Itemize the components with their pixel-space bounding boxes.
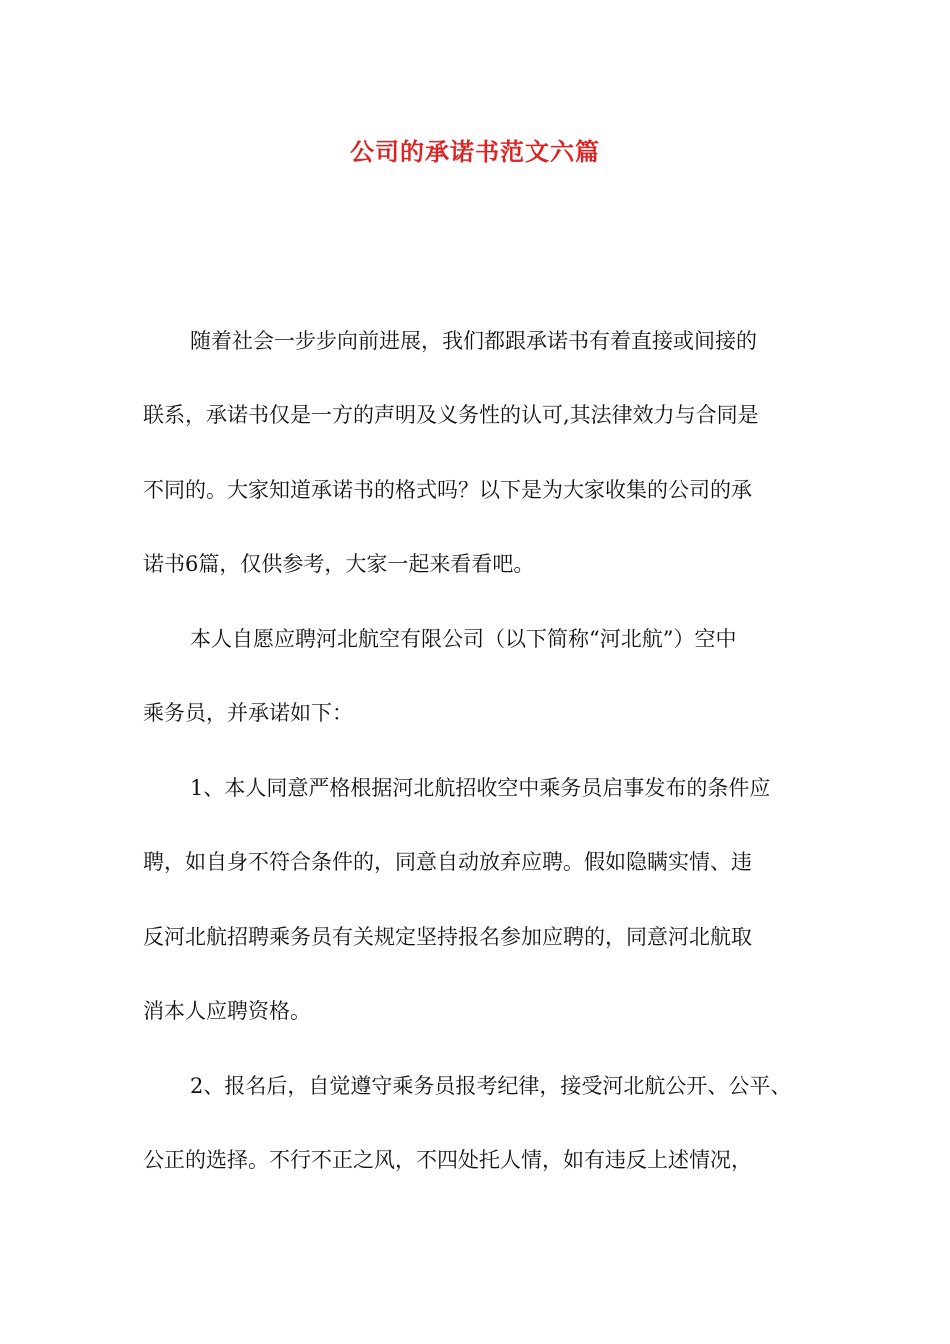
paragraph-line bbox=[0, 844, 950, 880]
paragraph-line bbox=[0, 1142, 950, 1178]
paragraph-line bbox=[0, 546, 950, 582]
line-text: 不同的。大家知道承诺书的格式吗？以下是为大家收集的公司的承 bbox=[143, 478, 752, 502]
paragraph-line bbox=[0, 1068, 950, 1104]
line-text: 聘，如自身不符合条件的，同意自动放弃应聘。假如隐瞒实情、违 bbox=[143, 850, 752, 874]
paragraph-line bbox=[0, 472, 950, 508]
line-text: 乘务员，并承诺如下： bbox=[143, 701, 353, 725]
paragraph-line bbox=[0, 323, 950, 359]
paragraph-line bbox=[0, 397, 950, 433]
line-text: 联系，承诺书仅是一方的声明及义务性的认可,其法律效力与合同是 bbox=[143, 403, 759, 427]
paragraph-line bbox=[0, 621, 950, 657]
line-text: 消本人应聘资格。 bbox=[143, 999, 311, 1023]
line-text: 公正的选择。不行不正之风，不四处托人情，如有违反上述情况， bbox=[143, 1148, 752, 1172]
line-text: 随着社会一步步向前进展，我们都跟承诺书有着直接或间接的 bbox=[190, 329, 757, 353]
paragraph-line bbox=[0, 993, 950, 1029]
line-text: 2、报名后，自觉遵守乘务员报考纪律，接受河北航公开、公平、 bbox=[190, 1074, 792, 1098]
line-text: 本人自愿应聘河北航空有限公司（以下简称“河北航”）空中 bbox=[190, 627, 737, 651]
document-title: 公司的承诺书范文六篇 bbox=[350, 137, 600, 166]
paragraph-line bbox=[0, 770, 950, 806]
line-text: 1、本人同意严格根据河北航招收空中乘务员启事发布的条件应 bbox=[190, 776, 771, 800]
paragraph-line bbox=[0, 695, 950, 731]
line-text: 反河北航招聘乘务员有关规定坚持报名参加应聘的，同意河北航取 bbox=[143, 925, 752, 949]
paragraph-line bbox=[0, 919, 950, 955]
line-text: 诺书6篇，仅供参考，大家一起来看看吧。 bbox=[143, 552, 535, 576]
